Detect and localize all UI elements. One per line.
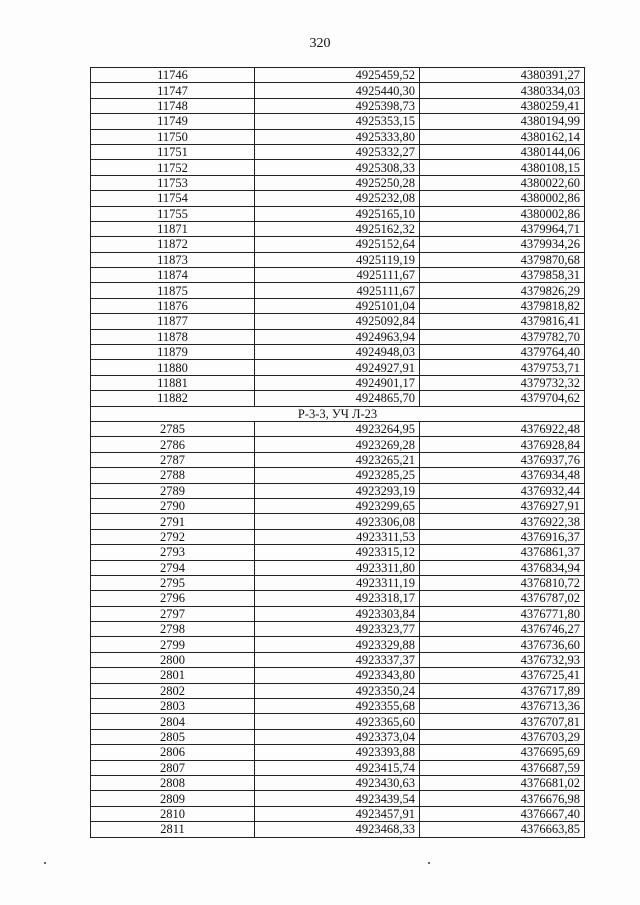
coordinate-x: 4925111,67: [255, 283, 420, 298]
table-row: [91, 252, 585, 267]
table-row: [91, 175, 585, 190]
coordinate-y: 4376736,60: [420, 637, 585, 652]
table-row: [91, 498, 585, 513]
table-row: [91, 745, 585, 760]
coordinate-y: 4379934,26: [420, 237, 585, 252]
section-header: Р-3-3, УЧ Л-23: [91, 406, 585, 421]
point-number: 11875: [91, 283, 255, 298]
coordinate-x: 4925092,84: [255, 314, 420, 329]
table-row: [91, 622, 585, 637]
table-row: [91, 652, 585, 667]
coordinate-x: 4923393,88: [255, 745, 420, 760]
table-row: [91, 791, 585, 806]
coordinate-y: 4379753,71: [420, 360, 585, 375]
point-number: 2796: [91, 591, 255, 606]
table-row: [91, 699, 585, 714]
table-row: [91, 575, 585, 590]
coordinate-x: 4923365,60: [255, 714, 420, 729]
coordinate-x: 4923350,24: [255, 683, 420, 698]
coordinate-y: 4376663,85: [420, 822, 585, 837]
point-number: 11746: [91, 68, 255, 83]
table-row: [91, 283, 585, 298]
point-number: 11751: [91, 144, 255, 159]
coordinate-x: 4923468,33: [255, 822, 420, 837]
table-row: [91, 822, 585, 837]
section-header-row: [91, 406, 585, 421]
coordinate-y: 4376922,38: [420, 514, 585, 529]
point-number: 2795: [91, 575, 255, 590]
coordinate-x: 4923293,19: [255, 483, 420, 498]
table-row: [91, 514, 585, 529]
table-row: [91, 298, 585, 313]
coordinate-x: 4925333,80: [255, 129, 420, 144]
coordinate-y: 4376667,40: [420, 806, 585, 821]
point-number: 11873: [91, 252, 255, 267]
coordinate-y: 4376928,84: [420, 437, 585, 452]
coordinate-y: 4380022,60: [420, 175, 585, 190]
coordinate-x: 4923355,68: [255, 699, 420, 714]
coordinate-x: 4923264,95: [255, 421, 420, 436]
coordinate-y: 4379826,29: [420, 283, 585, 298]
coordinate-x: 4923299,65: [255, 498, 420, 513]
coordinate-y: 4379816,41: [420, 314, 585, 329]
point-number: 2791: [91, 514, 255, 529]
table-row: [91, 129, 585, 144]
point-number: 11754: [91, 191, 255, 206]
coordinate-x: 4923315,12: [255, 545, 420, 560]
coordinate-x: 4923430,63: [255, 775, 420, 790]
coordinate-y: 4380002,86: [420, 206, 585, 221]
section-header-body: [91, 406, 585, 421]
coordinate-x: 4925111,67: [255, 268, 420, 283]
table-row: [91, 68, 585, 83]
coordinates-table: [90, 67, 585, 838]
point-number: 2790: [91, 498, 255, 513]
point-number: 11750: [91, 129, 255, 144]
table-row: [91, 206, 585, 221]
coordinate-x: 4923329,88: [255, 637, 420, 652]
table-row: [91, 98, 585, 113]
table-row: [91, 329, 585, 344]
table-row: [91, 160, 585, 175]
coordinate-x: 4923415,74: [255, 760, 420, 775]
point-number: 11748: [91, 98, 255, 113]
coordinate-x: 4925353,15: [255, 114, 420, 129]
coordinate-x: 4923285,25: [255, 468, 420, 483]
coordinate-y: 4376834,94: [420, 560, 585, 575]
table-row: [91, 191, 585, 206]
point-number: 2809: [91, 791, 255, 806]
table-row: [91, 421, 585, 436]
coordinate-x: 4925440,30: [255, 83, 420, 98]
point-number: 2794: [91, 560, 255, 575]
table-row: [91, 560, 585, 575]
coordinate-y: 4376771,80: [420, 606, 585, 621]
table-row: [91, 437, 585, 452]
point-number: 11880: [91, 360, 255, 375]
coordinate-x: 4923343,80: [255, 668, 420, 683]
point-number: 2802: [91, 683, 255, 698]
table-row: [91, 760, 585, 775]
table-row: [91, 83, 585, 98]
coordinate-y: 4376746,27: [420, 622, 585, 637]
point-number: 2792: [91, 529, 255, 544]
page-number: 320: [309, 36, 331, 51]
coordinate-x: 4923306,08: [255, 514, 420, 529]
point-number: 11872: [91, 237, 255, 252]
coordinate-x: 4923303,84: [255, 606, 420, 621]
table-row: [91, 591, 585, 606]
coordinate-x: 4923311,80: [255, 560, 420, 575]
point-number: 2786: [91, 437, 255, 452]
point-number: 11878: [91, 329, 255, 344]
table-row: [91, 637, 585, 652]
table-row: [91, 529, 585, 544]
coordinate-y: 4376681,02: [420, 775, 585, 790]
point-number: 11752: [91, 160, 255, 175]
coordinate-x: 4924927,91: [255, 360, 420, 375]
point-number: 2805: [91, 729, 255, 744]
coordinate-y: 4376937,76: [420, 452, 585, 467]
point-number: 2798: [91, 622, 255, 637]
coordinate-y: 4379764,40: [420, 345, 585, 360]
table-row: [91, 237, 585, 252]
coordinate-y: 4380162,14: [420, 129, 585, 144]
coordinate-x: 4925398,73: [255, 98, 420, 113]
point-number: 2801: [91, 668, 255, 683]
point-number: 11871: [91, 221, 255, 236]
point-number: 11876: [91, 298, 255, 313]
table-row: [91, 775, 585, 790]
coordinate-y: 4379964,71: [420, 221, 585, 236]
coordinate-y: 4376707,81: [420, 714, 585, 729]
point-number: 2810: [91, 806, 255, 821]
coordinate-y: 4379818,82: [420, 298, 585, 313]
coordinate-y: 4379732,32: [420, 375, 585, 390]
point-number: 2797: [91, 606, 255, 621]
point-number: 2803: [91, 699, 255, 714]
point-number: 2806: [91, 745, 255, 760]
table-row: [91, 391, 585, 406]
point-number: 2800: [91, 652, 255, 667]
coordinate-x: 4923265,21: [255, 452, 420, 467]
table-row: [91, 375, 585, 390]
coordinate-y: 4376687,59: [420, 760, 585, 775]
coordinate-y: 4376713,36: [420, 699, 585, 714]
table-row: [91, 144, 585, 159]
coordinate-x: 4925165,10: [255, 206, 420, 221]
table-row: [91, 345, 585, 360]
point-number: 11755: [91, 206, 255, 221]
coordinate-y: 4380391,27: [420, 68, 585, 83]
point-number: 2787: [91, 452, 255, 467]
table-row: [91, 452, 585, 467]
table-row: [91, 545, 585, 560]
table-row: [91, 683, 585, 698]
coordinate-x: 4925250,28: [255, 175, 420, 190]
scan-speck: [44, 862, 46, 864]
coordinate-x: 4925119,19: [255, 252, 420, 267]
coordinate-y: 4379870,68: [420, 252, 585, 267]
coordinate-x: 4925232,08: [255, 191, 420, 206]
coordinate-x: 4925101,04: [255, 298, 420, 313]
coordinate-y: 4376861,37: [420, 545, 585, 560]
coordinate-y: 4376676,98: [420, 791, 585, 806]
coordinate-x: 4924963,94: [255, 329, 420, 344]
point-number: 11874: [91, 268, 255, 283]
table-row: [91, 468, 585, 483]
point-number: 2804: [91, 714, 255, 729]
point-number: 11882: [91, 391, 255, 406]
coordinate-y: 4376725,41: [420, 668, 585, 683]
coordinates-table-bottom-section: [91, 421, 585, 837]
coordinate-x: 4923311,19: [255, 575, 420, 590]
point-number: 11747: [91, 83, 255, 98]
coordinate-y: 4380002,86: [420, 191, 585, 206]
coordinate-x: 4923457,91: [255, 806, 420, 821]
coordinate-x: 4923318,17: [255, 591, 420, 606]
table-row: [91, 221, 585, 236]
coordinate-y: 4379782,70: [420, 329, 585, 344]
coordinate-x: 4925162,32: [255, 221, 420, 236]
coordinate-x: 4924948,03: [255, 345, 420, 360]
coordinate-x: 4923439,54: [255, 791, 420, 806]
coordinate-y: 4376932,44: [420, 483, 585, 498]
table-row: [91, 606, 585, 621]
coordinate-x: 4923269,28: [255, 437, 420, 452]
point-number: 11753: [91, 175, 255, 190]
coordinate-y: 4376810,72: [420, 575, 585, 590]
coordinate-y: 4376934,48: [420, 468, 585, 483]
coordinate-y: 4376787,02: [420, 591, 585, 606]
point-number: 2789: [91, 483, 255, 498]
coordinate-y: 4380144,06: [420, 144, 585, 159]
coordinate-y: 4380259,41: [420, 98, 585, 113]
coordinate-y: 4380194,99: [420, 114, 585, 129]
table-row: [91, 314, 585, 329]
coordinate-y: 4379704,62: [420, 391, 585, 406]
coordinate-y: 4376732,93: [420, 652, 585, 667]
coordinate-x: 4925152,64: [255, 237, 420, 252]
coordinate-y: 4376703,29: [420, 729, 585, 744]
point-number: 2788: [91, 468, 255, 483]
coordinates-table-top-section: [91, 68, 585, 407]
table-row: [91, 714, 585, 729]
point-number: 11879: [91, 345, 255, 360]
point-number: 2799: [91, 637, 255, 652]
coordinate-x: 4925332,27: [255, 144, 420, 159]
coordinate-y: 4376927,91: [420, 498, 585, 513]
coordinate-x: 4925459,52: [255, 68, 420, 83]
point-number: 2811: [91, 822, 255, 837]
table-row: [91, 806, 585, 821]
table-row: [91, 729, 585, 744]
coordinate-x: 4923373,04: [255, 729, 420, 744]
point-number: 11881: [91, 375, 255, 390]
table-row: [91, 268, 585, 283]
coordinate-x: 4925308,33: [255, 160, 420, 175]
scan-speck: [428, 862, 430, 864]
point-number: 2793: [91, 545, 255, 560]
table-row: [91, 483, 585, 498]
coordinate-y: 4376922,48: [420, 421, 585, 436]
coordinate-x: 4923337,37: [255, 652, 420, 667]
coordinate-y: 4376916,37: [420, 529, 585, 544]
point-number: 2807: [91, 760, 255, 775]
point-number: 2785: [91, 421, 255, 436]
coordinate-y: 4376695,69: [420, 745, 585, 760]
coordinate-x: 4924901,17: [255, 375, 420, 390]
point-number: 2808: [91, 775, 255, 790]
table-row: [91, 360, 585, 375]
coordinate-y: 4376717,89: [420, 683, 585, 698]
point-number: 11877: [91, 314, 255, 329]
point-number: 11749: [91, 114, 255, 129]
coordinate-x: 4924865,70: [255, 391, 420, 406]
table-row: [91, 114, 585, 129]
table-row: [91, 668, 585, 683]
coordinate-y: 4380108,15: [420, 160, 585, 175]
coordinate-y: 4379858,31: [420, 268, 585, 283]
coordinate-x: 4923323,77: [255, 622, 420, 637]
coordinate-y: 4380334,03: [420, 83, 585, 98]
coordinate-x: 4923311,53: [255, 529, 420, 544]
